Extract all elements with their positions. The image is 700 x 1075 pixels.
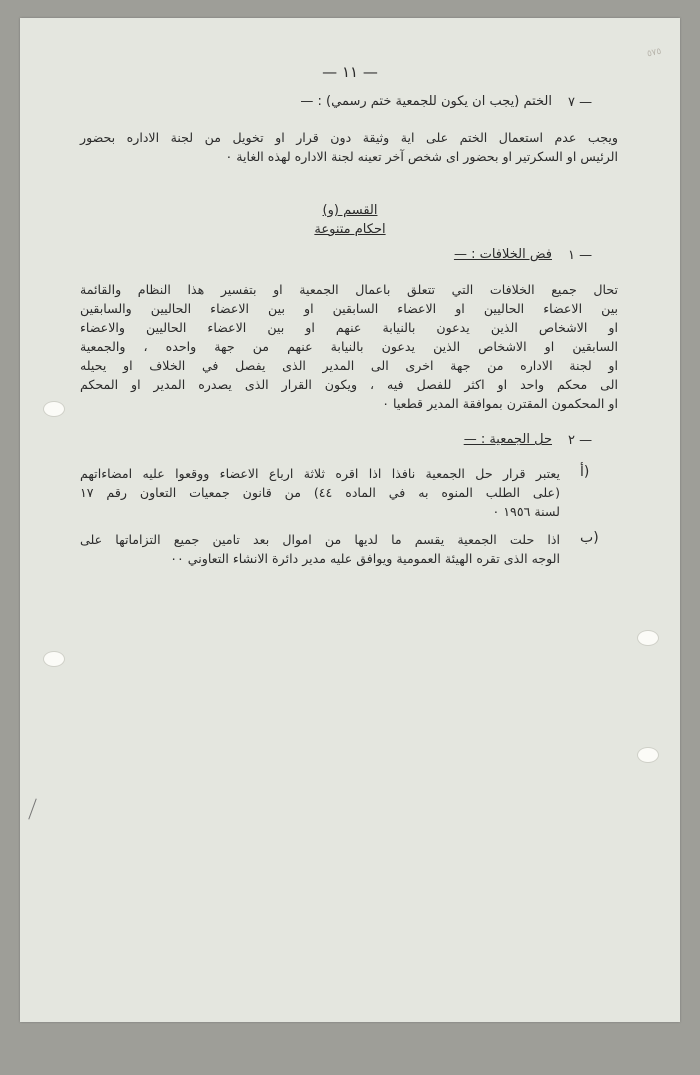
section-2-heading [464,432,552,447]
part-title-text: القسم (و) [322,203,378,218]
text-line: بين الاعضاء الحاليين او الاعضاء السابقين او بين الاعضاء الحاليين والسابقين [80,301,618,316]
section-1-heading-text: فض الخلافات : — [453,247,552,262]
punch-hole [637,630,659,646]
document-page [20,18,680,1022]
section-2-number: ٢ — [568,433,593,448]
text-line: السابقين او الاشخاص الذين يدعون بالنيابة عنهم من جهة واحده ، والجمعية [80,339,618,354]
text-line: اذا حلت الجمعية يقسم ما لديها من اموال بعد تامين جميع التزاماتها على [80,532,560,547]
section-2-heading-text: حل الجمعية : — [463,432,552,447]
part-subtitle [20,222,680,237]
clause-b-body [80,530,560,568]
punch-hole [43,401,65,417]
part-subtitle-text: احكام متنوعة [314,222,386,237]
clause-a-body [80,464,560,521]
clause-a-marker: أ) [580,464,590,480]
text-line: تحال جميع الخلافات التي تتعلق باعمال الجمعية او بتفسير هذا النظام والقائمة [80,282,618,297]
clause-b-marker: ب) [580,530,599,546]
text-line: الوجه الذى تقره الهيئة العمومية ويوافق عليه مدير دائرة الانشاء التعاوني ٠٠ [170,551,560,566]
text-line: او الاشخاص الذين يدعون بالنيابة عنهم او بين الاعضاء الحاليين والاعضاء [80,320,618,335]
part-title [20,203,680,218]
pencil-mark: ٥٧٥ [646,46,663,60]
punch-hole [43,651,65,667]
text-line: الرئيس او السكرتير او بحضور اى شخص آخر تعينه لجنة الاداره لهذه الغاية ٠ [225,149,618,164]
punch-hole [637,747,659,763]
page-number: — ١١ — [322,63,378,81]
text-line: الى محكم واحد او اكثر للفصل فيه ، ويكون القرار الذى يصدره المدير او المحكم [80,377,618,392]
text-line: (على الطلب المنوه به في الماده ٤٤) من قانون جمعيات التعاون رقم ١٧ [80,485,560,500]
text-line: لسنة ١٩٥٦ ٠ [492,504,560,519]
text-line: ويجب عدم استعمال الختم على اية وثيقة دون قرار او تخويل من لجنة الاداره بحضور [80,130,618,145]
section-1-heading [454,247,552,262]
text-line: يعتبر قرار حل الجمعية نافذا اذا اقره ثلاثة ارباع الاعضاء ووقعوا عليه امضاءاتهم [80,466,560,481]
text-line: او المحكمون المقترن بموافقة المدير قطعيا ٠ [382,396,618,411]
section-7-number: ٧ — [568,95,593,110]
section-7-body [80,128,618,166]
section-1-number: ١ — [568,248,593,263]
section-1-body [80,280,618,413]
text-line: او لجنة الاداره من جهة اخرى الى المدير الذى يفصل في الخلاف او يحيله [80,358,618,373]
pen-tick [28,798,36,819]
section-7-heading: الختم (يجب ان يكون للجمعية ختم رسمي) : — [300,94,552,109]
